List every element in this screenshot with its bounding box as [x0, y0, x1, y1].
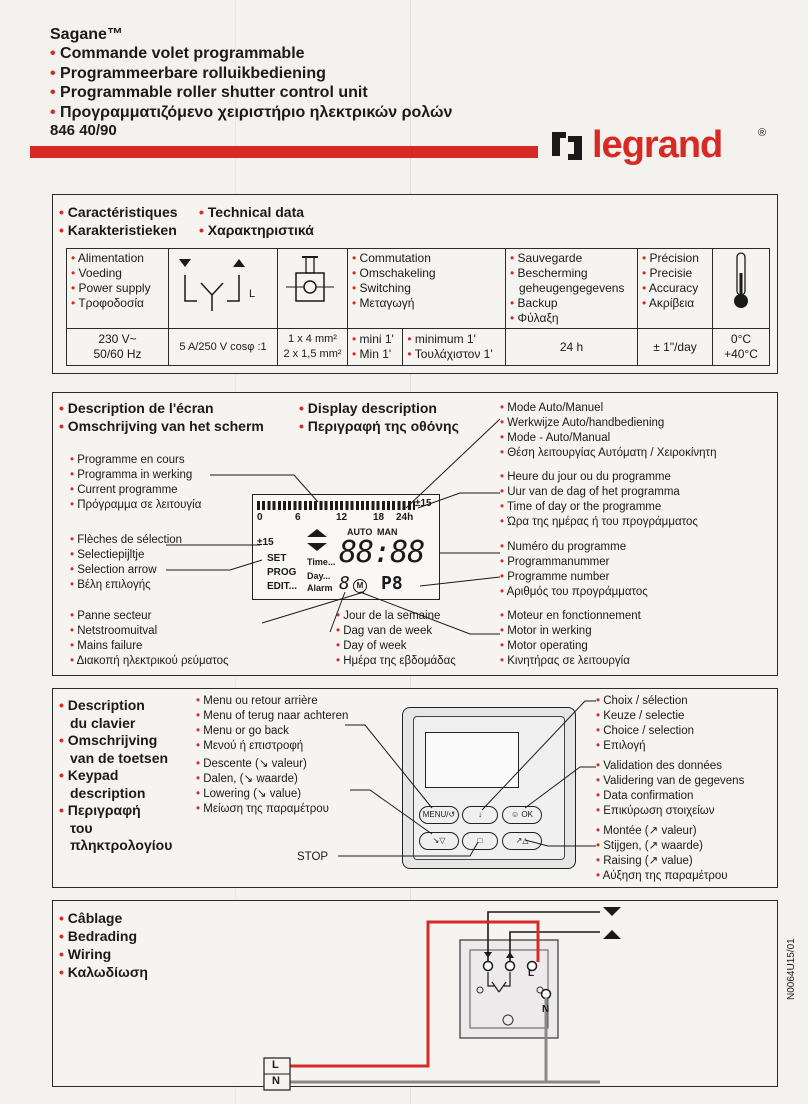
lcd-tick-0: 0: [257, 512, 263, 523]
label-lowering: • Descente (↘ valeur) • Dalen, (↘ waarde) • Lowering (↘ value) • Μείωση της παραμέτρου: [196, 758, 329, 815]
document-code: N0064U15/01: [786, 938, 797, 1000]
wire-L-label: L: [272, 1059, 279, 1071]
label-time: • Heure du jour ou du programme • Uur van de dag of het programma • Time of day or the programme • Ώρα της ημέρας ή του προγράμματος: [500, 471, 698, 528]
lcd-time-digits: 88:88: [339, 535, 425, 570]
stop-key[interactable]: □: [462, 832, 498, 850]
terminal-L-label: L: [249, 288, 256, 300]
min-value: • mini 1' • Min 1': [348, 329, 403, 366]
label-current-programme: • Programme en cours • Programma in werking • Current programme • Πρόγραμμα σε λειτουγία: [70, 454, 202, 511]
label-mains-failure: • Panne secteur • Netstroomuitval • Mains failure • Διακοπή ηλεκτρικού ρεύματος: [70, 610, 229, 667]
switching-cell: • Commutation • Omschakeling • Switching • Μεταγωγή: [348, 249, 506, 329]
specs-heading-1: • Caractéristiques • Karakteristieken: [59, 204, 178, 238]
label-mode: • Mode Auto/Manuel • Werkwijze Auto/handbediening • Mode - Auto/Manual • Θέση λειτουργίας Αυτόματη / Χειροκίνητη: [500, 402, 717, 459]
choice-down-key[interactable]: ↓: [462, 806, 498, 824]
terminal-L-wiring: L: [528, 968, 535, 979]
label-selection-arrow: • Flèches de sélection • Selectiepijltje • Selection arrow • Βέλη επιλογής: [70, 534, 183, 591]
keypad-heading: • Description du clavier • Omschrijving van de toetsen • Keypad description • Περιγραφή του πληκτρολογίου: [59, 697, 173, 853]
label-stop: STOP: [297, 851, 329, 863]
raise-key[interactable]: ↗△: [502, 832, 542, 850]
label-validation: • Validation des données • Validering van de gegevens • Data confirmation • Επικύρωση στοιχείων: [596, 760, 745, 817]
supply-cell: • Alimentation • Voeding • Power supply • Τροφοδοσία: [67, 249, 169, 329]
lcd-tick-6: 6: [295, 512, 301, 523]
rating-value: 5 A/250 V cosφ :1: [169, 329, 278, 366]
label-raising: • Montée (↗ valeur) • Stijgen, (↗ waarde) • Raising (↗ value) • Αύξηση της παραμέτρου: [596, 825, 728, 882]
terminal-N-wiring: N: [542, 1004, 550, 1015]
lcd-set: SET: [267, 553, 287, 564]
title-line-el: • Προγραμματιζόμενο χειριστήριο ηλεκτρικών ρολών: [50, 103, 453, 121]
lcd-man: MAN: [377, 527, 398, 537]
title-line-fr: • Commande volet programmable: [50, 45, 305, 62]
product-name: Sagane™: [50, 26, 123, 43]
specs-heading-2: • Technical data • Χαρακτηριστικά: [199, 204, 314, 238]
lcd-day-label: Day...: [307, 571, 331, 581]
wire-N-label: N: [272, 1075, 280, 1087]
section-value: 1 x 4 mm² 2 x 1,5 mm²: [278, 329, 348, 366]
temperature-value: 0°C +40°C: [713, 329, 770, 366]
reference-number: 846 40/90: [50, 122, 117, 139]
display-heading-2: • Display description • Περιγραφή της οθόνης: [299, 400, 459, 434]
lcd-prog: PROG: [267, 567, 297, 578]
lcd-auto: AUTO: [347, 527, 373, 537]
label-motor: • Moteur en fonctionnement • Motor in werking • Motor operating • Κινητήρας σε λειτουργία: [500, 610, 641, 667]
title-line-en: • Programmable roller shutter control unit: [50, 84, 368, 101]
lcd-pm15: ±15: [257, 537, 274, 548]
label-menu: • Menu ou retour arrière • Menu of terug naar achteren • Menu or go back • Μενού ή επιστροφή: [196, 695, 349, 752]
lcd-alarm-label: Alarm: [307, 583, 333, 593]
lcd-edit: EDIT...: [267, 581, 298, 592]
accuracy-value: ± 1"/day: [638, 329, 713, 366]
lcd-bar-end: ±15: [415, 498, 432, 509]
lcd-day-digit: 8: [339, 573, 350, 594]
ok-key[interactable]: ☺ OK: [502, 806, 542, 824]
supply-value: 230 V~ 50/60 Hz: [67, 329, 169, 366]
lcd-tick-12: 12: [336, 512, 348, 523]
lcd-time-label: Time...: [307, 557, 336, 567]
label-programme-number: • Numéro du programme • Programmanummer • Programme number • Αριθμός του προγράμματος: [500, 541, 648, 598]
lcd-tick-24h: 24h: [396, 512, 414, 523]
backup-cell: • Sauvegarde • Bescherming geheugengegevens • Backup • Φύλαξη: [506, 249, 638, 329]
minimum-value: • minimum 1' • Τουλάχιστον 1': [403, 329, 506, 366]
accuracy-cell: • Précision • Precisie • Accuracy • Ακρίβεια: [638, 249, 713, 329]
label-day-of-week: • Jour de la semaine • Dag van de week • Day of week • Ημέρα της εβδομάδας: [336, 610, 456, 667]
lower-key[interactable]: ↘▽: [419, 832, 459, 850]
registered-mark: ®: [758, 127, 767, 139]
label-choice: • Choix / sélection • Keuze / selectie • Choice / selection • Επιλογή: [596, 695, 695, 752]
lcd-tick-18: 18: [373, 512, 385, 523]
wiring-heading: • Câblage • Bedrading • Wiring • Καλωδίωση: [59, 910, 148, 980]
backup-value: 24 h: [506, 329, 638, 366]
lcd-programme-number: P8: [381, 573, 403, 594]
title-line-nl: • Programmeerbare rolluikbediening: [50, 64, 326, 82]
display-heading-1: • Description de l'écran • Omschrijving van het scherm: [59, 400, 264, 434]
menu-key[interactable]: MENU/↺: [419, 806, 459, 824]
lcd-motor-indicator: M: [353, 579, 367, 593]
brand-wordmark: legrand: [592, 124, 723, 166]
